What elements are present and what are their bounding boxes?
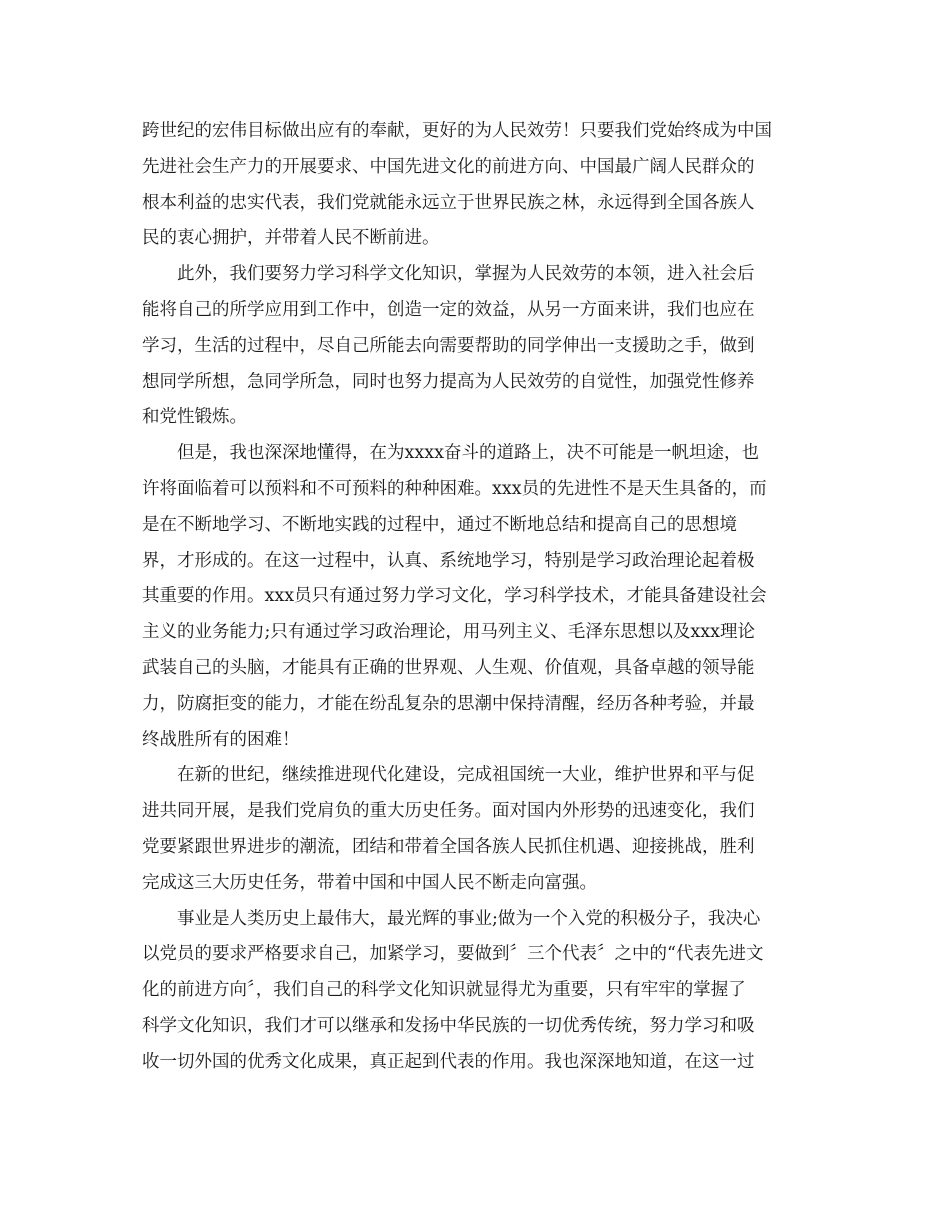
text-line: 想同学所想，急同学所急，同时也努力提高为人民效劳的自觉性，加强党性修养: [142, 371, 755, 392]
text-line: 力，防腐拒变的能力，才能在纷乱复杂的思潮中保持清醒，经历各种考验，并最: [142, 693, 755, 714]
text-line: 主义的业务能力;只有通过学习政治理论，用马列主义、毛泽东思想以及xxx理论: [142, 622, 756, 643]
text-line: 收一切外国的优秀文化成果，真正起到代表的作用。我也深深地知道，在这一过: [142, 1051, 755, 1072]
text-line: 学习，生活的过程中，尽自己所能去向需要帮助的同学伸出一支援助之手，做到: [142, 335, 755, 356]
text-line: 其重要的作用。xxx员只有通过努力学习文化，学习科学技术，才能具备建设社会: [142, 586, 767, 607]
text-line: 根本利益的忠实代表，我们党就能永远立于世界民族之林，永远得到全国各族人: [142, 192, 755, 213]
text-line: 许将面临着可以预料和不可预料的种种困难。xxx员的先进性不是天生具备的，而: [142, 478, 767, 499]
text-line: 此外，我们要努力学习科学文化知识，掌握为人民效劳的本领，进入社会后: [177, 264, 755, 285]
paragraph-4: [142, 758, 807, 901]
text-line: 但是，我也深深地懂得，在为xxxx奋斗的道路上，决不可能是一帆坦途，也: [177, 443, 759, 464]
paragraph-3: [142, 436, 807, 758]
text-line: 跨世纪的宏伟目标做出应有的奉献，更好的为人民效劳！只要我们党始终成为中国: [142, 121, 772, 141]
text-line: 党要紧跟世界进步的潮流，团结和带着全国各族人民抓住机遇、迎接挑战，胜利: [142, 836, 755, 857]
text-line: 界，才形成的。在这一过程中，认真、系统地学习，特别是学习政治理论起着极: [142, 550, 755, 571]
text-line: 进共同开展，是我们党肩负的重大历史任务。面对国内外形势的迅速变化，我们: [142, 801, 755, 822]
document-body: [142, 114, 807, 1081]
text-line: 先进社会生产力的开展要求、中国先进文化的前进方向、中国最广阔人民群众的: [142, 156, 755, 177]
text-line: 能将自己的所学应用到工作中，创造一定的效益，从另一方面来讲，我们也应在: [142, 299, 755, 320]
text-line: 化的前进方向〞，我们自己的科学文化知识就显得尤为重要，只有牢牢的掌握了: [142, 980, 746, 1001]
paragraph-1: [142, 114, 807, 257]
text-line: 在新的世纪，继续推进现代化建设，完成祖国统一大业，维护世界和平与促: [177, 765, 755, 786]
paragraph-5: [142, 902, 807, 1081]
text-line: 完成这三大历史任务，带着中国和中国人民不断走向富强。: [142, 872, 597, 893]
text-line: 事业是人类历史上最伟大，最光辉的事业;做为一个入党的积极分子，我决心: [177, 908, 761, 929]
text-line: 以党员的要求严格要求自己，加紧学习，要做到〞三个代表〞之中的“代表先进文: [142, 944, 764, 965]
text-line: 是在不断地学习、不断地实践的过程中，通过不断地总结和提高自己的思想境: [142, 514, 737, 535]
text-line: 和党性锻炼。: [142, 407, 247, 428]
text-line: 武装自己的头脑，才能具有正确的世界观、人生观、价值观，具备卓越的领导能: [142, 657, 755, 678]
paragraph-2: [142, 257, 807, 436]
text-line: 终战胜所有的困难！: [142, 729, 300, 750]
text-line: 民的衷心拥护，并带着人民不断前进。: [142, 228, 440, 249]
text-line: 科学文化知识，我们才可以继承和发扬中华民族的一切优秀传统，努力学习和吸: [142, 1015, 755, 1036]
